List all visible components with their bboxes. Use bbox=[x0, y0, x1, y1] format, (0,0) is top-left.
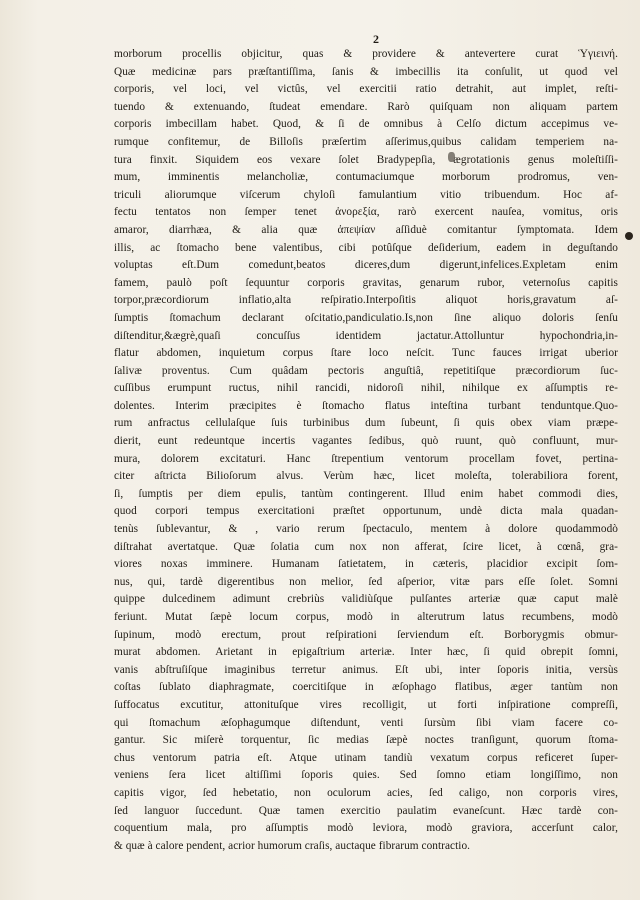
text-line: fectu tentatos non ſemper tenet ἀνορεξία, rarò exercent nauſea, vomitus, oris bbox=[114, 206, 618, 219]
text-line: murat abdomen. Arietant in epigaſtrium arteriæ. Inter hæc, ſi quid obrepit ſomni, bbox=[114, 646, 618, 659]
text-line: voluptas eſt.Dum comedunt,beatos diceres,dum digerunt,infelices.Expletam enim bbox=[114, 259, 618, 272]
text-line: diſtenditur,&ægrè,quaſi concuſſus identidem jactatur.Attolluntur hypochondria,in- bbox=[114, 329, 618, 342]
text-line: dierit, eunt redeuntque incertis vagantes ſedibus, quò ruunt, quò confluunt, mur- bbox=[114, 435, 618, 448]
text-line: illis, ac ſtomacho bene valentibus, cibi potûſque deſiderium, eadem in deguſtando bbox=[114, 241, 618, 254]
text-line: quod corpori tempus exercitationi præſtet opportunum, undè dicta mala quadan- bbox=[114, 505, 618, 518]
text-line: Quæ medicinæ pars præſtantiſſima, ſanis & imbecillis ita conſulit, ut quod vel bbox=[114, 65, 618, 78]
text-line: cuſſibus erumpunt ructus, nihil rancidi, nidoroſi nihil, nihilque ex aſſumptis re- bbox=[114, 382, 618, 395]
text-line: morborum procellis objicitur, quas & providere & antevertere curat Ὑγιεινή. bbox=[114, 48, 618, 60]
text-line: rum anfractus cellulaſque ſuis turbinibus dum ſubeunt, ſi quis obex viam præpe- bbox=[114, 417, 618, 430]
text-line: mura, dolorem excitaturi. Hanc ſtrepentium ventorum procellam fovet, pertina- bbox=[114, 452, 618, 465]
text-line: nus, qui, tardè digerentibus non melior, ſed aſperior, vitæ pars eſſe ſolet. Somni bbox=[114, 575, 618, 588]
text-line: corporis, vel loci, vel victûs, vel exercitii ratio detrahit, aut implet, reſti- bbox=[114, 83, 618, 96]
text-line: dolentes. Interim præcipites è ſtomacho flatus inteſtina turbant tenduntque.Quo- bbox=[114, 399, 618, 412]
text-line: veniens ſera licet altiſſimi ſoporis quies. Sed ſomno etiam longiſſimo, non bbox=[114, 769, 618, 782]
text-line: ſed languor ſuccedunt. Quæ tamen exercitio paulatim evaneſcunt. Hæc tardè con- bbox=[114, 804, 618, 817]
text-line: ſuffocatus excutitur, attonituſque vires recolligit, ut forti inſpiratione compreſſi, bbox=[114, 698, 618, 711]
text-line: famem, paulò poſt ſequuntur corporis gravitas, genarum rubor, veternoſus capitis bbox=[114, 276, 618, 289]
text-line: citer aſtricta Bilioſorum alvus. Verùm hæc, licet moleſta, tolerabiliora forent, bbox=[114, 470, 618, 483]
text-line: gantur. Sic miſerè torquentur, ſic medias ſæpè noctes tranſigunt, quorum ſtoma- bbox=[114, 734, 618, 747]
page-number: 2 bbox=[373, 32, 379, 46]
margin-ink-mark bbox=[625, 232, 633, 240]
text-line: feriunt. Mutat ſæpè locum corpus, modò in alterutrum latus recumbens, modò bbox=[114, 611, 618, 623]
text-line: ſupinum, modò erectum, prout reſpirationi ſerviendum eſt. Borborygmis obmur- bbox=[114, 628, 618, 641]
text-line: ſi, ſumptis per diem epulis, tantùm contingerent. Illud enim habet commodi dies, bbox=[114, 487, 618, 500]
text-line: amaror, diarrhæa, & alia quæ ἀπεψίαν aſſiduè comitantur ſymptomata. Idem bbox=[114, 223, 618, 236]
text-line: tuendo & extenuando, ſtudeat emendare. Rarò quiſquam non aliquam partem bbox=[114, 100, 618, 113]
text-line: chus ventorum patria eſt. Atque utinam tandiù vexatum corpus reficeret ſuper- bbox=[114, 751, 618, 764]
text-line: ſalivæ proventus. Cum quâdam pectoris anguſtiâ, repetitiſque præcordiorum ſuc- bbox=[114, 364, 618, 377]
text-line: rumque confitemur, de Billoſis præſertim aſſerimus,quibus calidam temperiem na- bbox=[114, 135, 618, 148]
text-line: quippe dulcedinem adimunt crebriùs validiùſque pulſantes arteriæ quæ caput malè bbox=[114, 593, 618, 606]
text-line: tenùs ſublevantur, & , vario rerum ſpectaculo, mentem à dolore quodammodò bbox=[114, 523, 618, 536]
text-line: viores noxas imminere. Humanam ſatietatem, in cæteris, placidior excipit ſom- bbox=[114, 558, 618, 571]
text-line: coquentium mala, pro aſſumptis modò leviora, modò graviora, accerſunt calor, bbox=[114, 822, 618, 835]
text-line: & quæ à calore pendent, acrior humorum craſis, auctaque fibrarum contractio. bbox=[114, 839, 471, 852]
text-line: flatur abdomen, inquietum corpus ſtare loco neſcit. Tunc fauces irrigat uberior bbox=[114, 347, 618, 360]
text-line: tura finxit. Siquidem eos vexare ſolet Bradypepſia, ægrotationis genus moleſtiſſi- bbox=[114, 153, 618, 166]
text-line: vanis abſtruſiſque imaginibus terretur animus. Eſt ubi, inter ſoporis initia, versùs bbox=[114, 663, 618, 676]
text-line: capitis vigor, ſed hebetatio, non oculorum acies, ſed caligo, non corporis vires, bbox=[114, 786, 618, 799]
text-line: triculi aliorumque viſcerum chyloſi famulantium vitio tribuendum. Hoc af- bbox=[114, 188, 618, 201]
text-line: coſtas ſublato diaphragmate, coercitiſque in æſophago flatibus, æger tantùm non bbox=[114, 681, 618, 694]
body-text bbox=[114, 46, 618, 855]
text-line: torpor,præcordiorum inflatio,alta reſpiratio.Interpoſitis aliquot horis,gravatum aſ- bbox=[114, 294, 618, 307]
text-line: ſumptis ſtomachum declarant oſcitatio,pandiculatio.Is,non ſine aliquo doloris ſenſu bbox=[114, 311, 618, 324]
text-line: corporis imbecillam habet. Quod, & ſi de omnibus à Celſo dictum accepimus ve- bbox=[114, 118, 618, 131]
text-line: mum, imminentis melancholiæ, contumaciumque morborum prodromus, ven- bbox=[114, 171, 618, 184]
text-line: diſtrahat avertatque. Quæ ſolatia cum nox non afferat, ſcire licet, à cœnâ, gra- bbox=[114, 540, 618, 553]
text-line: qui ſtomachum æſophagumque diſtendunt, venti ſursùm ſibi viam facere co- bbox=[114, 716, 618, 729]
